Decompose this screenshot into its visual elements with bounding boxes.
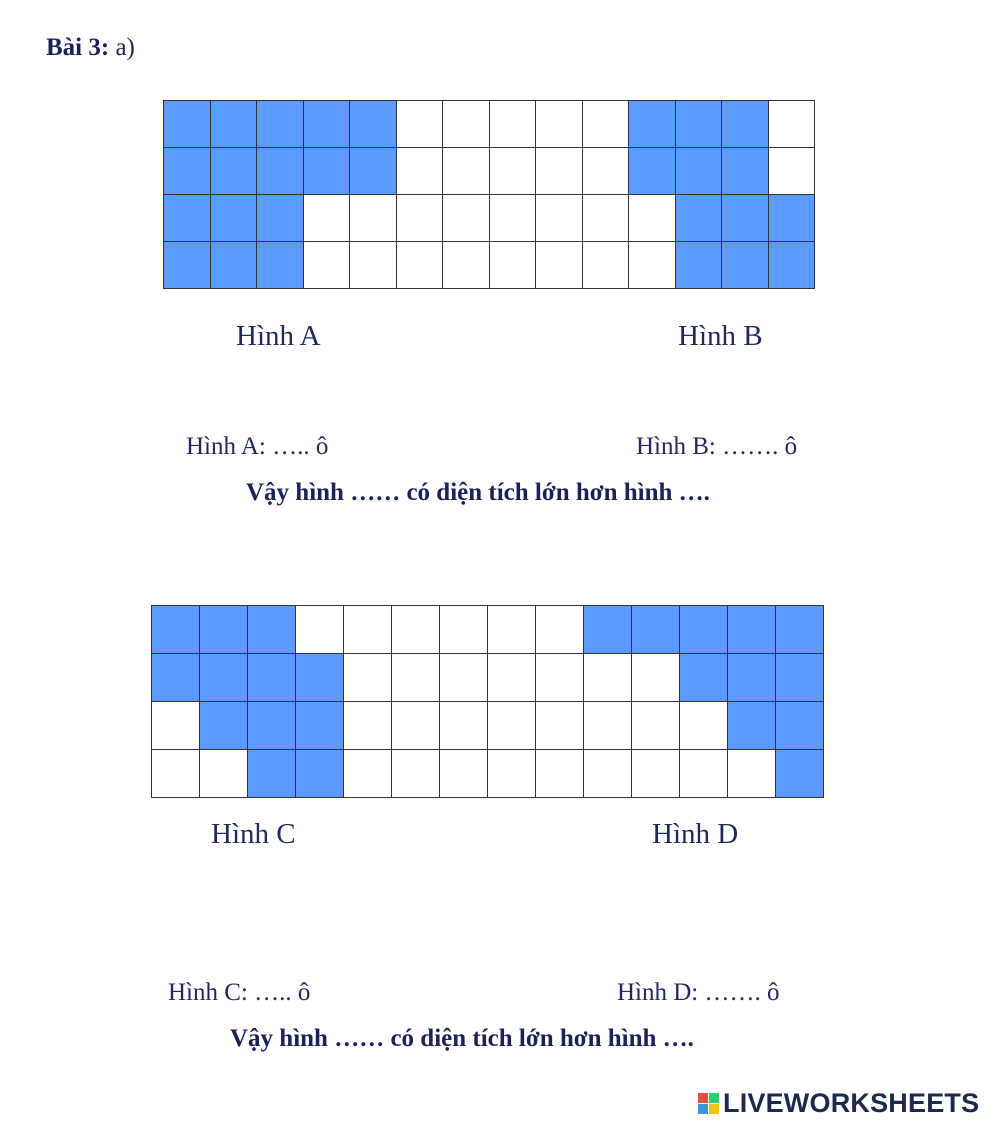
grid-cell	[304, 148, 351, 195]
grid-cell	[680, 654, 728, 702]
grid-cell	[397, 195, 444, 242]
grid-cell	[728, 654, 776, 702]
grid-cell	[257, 101, 304, 148]
grid-cell	[629, 101, 676, 148]
grid-cell	[443, 195, 490, 242]
grid-cell	[296, 702, 344, 750]
grid-cell	[152, 750, 200, 798]
grid-cell	[164, 242, 211, 289]
grid-cell	[680, 702, 728, 750]
grid-cell	[488, 606, 536, 654]
grid-cell	[304, 242, 351, 289]
grid-cell	[632, 702, 680, 750]
grid-cell	[392, 606, 440, 654]
exercise-number: Bài 3:	[46, 34, 110, 61]
grid-cell	[769, 148, 816, 195]
grid-cell	[490, 242, 537, 289]
grid-cell	[392, 750, 440, 798]
grid-cell	[536, 654, 584, 702]
grid-cell	[397, 148, 444, 195]
grid-cell	[722, 101, 769, 148]
grid-cell	[536, 702, 584, 750]
grid-cell	[248, 606, 296, 654]
grid-cell	[728, 750, 776, 798]
grid-cell	[200, 606, 248, 654]
grid-cell	[443, 148, 490, 195]
grid-cell	[536, 148, 583, 195]
grid-cell	[200, 750, 248, 798]
grid-cell	[211, 242, 258, 289]
grid-cell	[583, 242, 630, 289]
grid-cell	[248, 702, 296, 750]
grid-cell	[769, 101, 816, 148]
grid-cell	[211, 148, 258, 195]
grid-cell	[676, 101, 723, 148]
grid-cell	[344, 654, 392, 702]
grid-cell	[211, 195, 258, 242]
grid-cell	[344, 702, 392, 750]
grid-cell	[584, 654, 632, 702]
grid-cell	[344, 606, 392, 654]
grid-cell	[490, 195, 537, 242]
grid-cell	[443, 242, 490, 289]
logo-square	[709, 1104, 719, 1114]
grid-cell	[769, 242, 816, 289]
grid-figures-c-d	[151, 605, 824, 798]
grid-cell	[584, 750, 632, 798]
grid-cell	[629, 148, 676, 195]
grid-cell	[304, 195, 351, 242]
grid-cell	[350, 242, 397, 289]
grid-cell	[536, 195, 583, 242]
liveworksheets-brand	[698, 1088, 979, 1119]
grid-cell	[536, 750, 584, 798]
grid-cell	[350, 148, 397, 195]
grid-cell	[632, 654, 680, 702]
grid-cell	[200, 654, 248, 702]
grid-cell	[296, 606, 344, 654]
grid-cell	[536, 606, 584, 654]
grid-cell	[583, 101, 630, 148]
label-figure-a: Hình A	[236, 320, 321, 352]
logo-square	[709, 1093, 719, 1103]
grid-cell	[200, 702, 248, 750]
grid-cell	[722, 148, 769, 195]
grid-cell	[776, 702, 824, 750]
grid-cell	[680, 606, 728, 654]
grid-cell	[490, 148, 537, 195]
grid-cell	[257, 195, 304, 242]
grid-cell	[440, 702, 488, 750]
grid-cell	[776, 654, 824, 702]
grid-cell	[584, 702, 632, 750]
exercise-part: a)	[109, 34, 135, 61]
grid-cell	[728, 702, 776, 750]
grid-cell	[164, 195, 211, 242]
grid-cell	[397, 242, 444, 289]
count-figure-c: Hình C: ….. ô	[168, 979, 311, 1006]
grid-cell	[397, 101, 444, 148]
grid-cell	[164, 148, 211, 195]
grid-cell	[152, 702, 200, 750]
grid-cell	[152, 654, 200, 702]
label-figure-c: Hình C	[211, 818, 296, 850]
count-figure-b: Hình B: ……. ô	[636, 433, 798, 460]
conclusion-c-d: Vậy hình …… có diện tích lớn hơn hình ….	[230, 1025, 694, 1052]
grid-cell	[769, 195, 816, 242]
conclusion-a-b: Vậy hình …… có diện tích lớn hơn hình ….	[246, 479, 710, 506]
grid-cell	[488, 702, 536, 750]
grid-cell	[676, 242, 723, 289]
grid-cell	[296, 750, 344, 798]
grid-cell	[632, 606, 680, 654]
logo-square	[698, 1093, 708, 1103]
grid-cell	[632, 750, 680, 798]
grid-cell	[440, 606, 488, 654]
grid-cell	[629, 242, 676, 289]
grid-cell	[728, 606, 776, 654]
grid-cell	[350, 101, 397, 148]
grid-cell	[776, 606, 824, 654]
grid-cell	[350, 195, 397, 242]
grid-cell	[583, 148, 630, 195]
grid-cell	[722, 195, 769, 242]
grid-cell	[344, 750, 392, 798]
grid-cell	[152, 606, 200, 654]
grid-cell	[211, 101, 258, 148]
grid-cell	[583, 195, 630, 242]
grid-cell	[584, 606, 632, 654]
grid-cell	[536, 101, 583, 148]
grid-cell	[676, 148, 723, 195]
grid-cell	[392, 702, 440, 750]
grid-cell	[248, 654, 296, 702]
grid-cell	[488, 750, 536, 798]
grid-cell	[488, 654, 536, 702]
grid-cell	[440, 654, 488, 702]
exercise-title	[46, 34, 135, 62]
brand-name: LIVEWORKSHEETS	[723, 1088, 980, 1118]
grid-cell	[776, 750, 824, 798]
grid-cell	[680, 750, 728, 798]
grid-cell	[722, 242, 769, 289]
grid-cell	[304, 101, 351, 148]
label-figure-b: Hình B	[678, 320, 763, 352]
grid-cell	[392, 654, 440, 702]
grid-figures-a-b	[163, 100, 815, 289]
grid-cell	[248, 750, 296, 798]
liveworksheets-logo-icon	[698, 1093, 719, 1114]
grid-cell	[296, 654, 344, 702]
grid-cell	[629, 195, 676, 242]
grid-cell	[164, 101, 211, 148]
grid-cell	[257, 148, 304, 195]
count-figure-a: Hình A: ….. ô	[186, 433, 329, 460]
grid-cell	[440, 750, 488, 798]
grid-cell	[676, 195, 723, 242]
count-figure-d: Hình D: ……. ô	[617, 979, 780, 1006]
grid-cell	[536, 242, 583, 289]
logo-square	[698, 1104, 708, 1114]
grid-cell	[443, 101, 490, 148]
grid-cell	[490, 101, 537, 148]
label-figure-d: Hình D	[652, 818, 739, 850]
grid-cell	[257, 242, 304, 289]
